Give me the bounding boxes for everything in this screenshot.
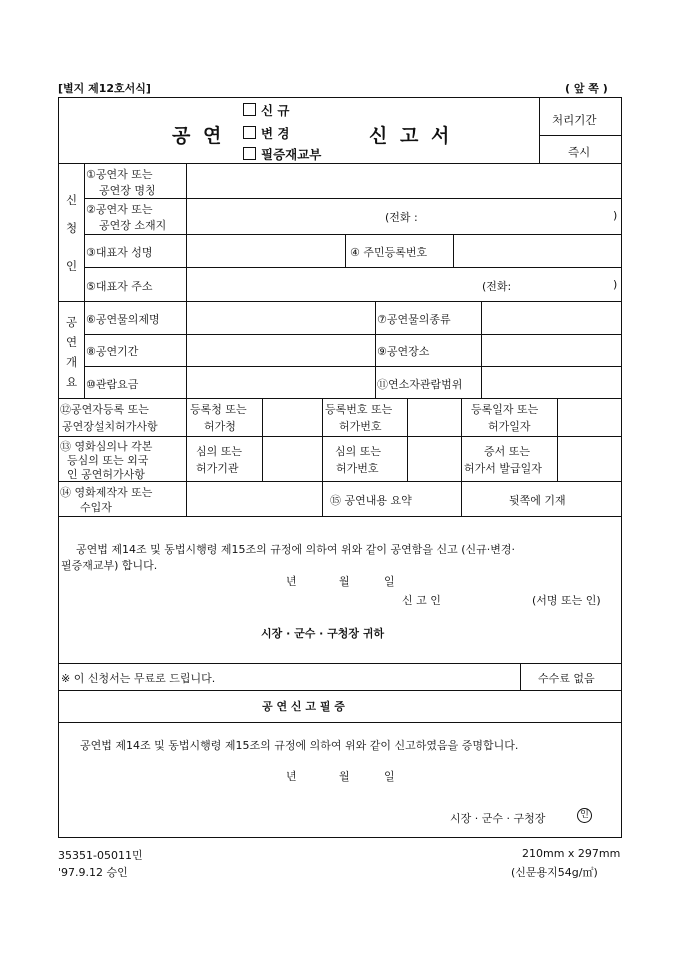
resident-number-field[interactable]: [455, 236, 620, 266]
footer-size: 210mm x 297mm: [522, 847, 621, 860]
frame-left: [58, 97, 59, 838]
declaration-month: 월: [339, 575, 350, 588]
content-summary-note: 뒷쪽에 기재: [509, 494, 566, 507]
label-performer-name-2: 공연장 명칭: [99, 184, 156, 197]
page-side-label: ( 앞 쪽 ): [565, 82, 608, 95]
label-admission-fee: ⑩관람요금: [86, 378, 139, 391]
label-representative-name: ③대표자 성명: [86, 246, 153, 259]
option-new: 신 규: [243, 101, 290, 119]
form-number: [별지 제12호서식]: [58, 82, 151, 95]
footer-code: 35351-05011민: [58, 849, 143, 862]
representative-address-field[interactable]: [188, 269, 620, 300]
performance-type-field[interactable]: [483, 303, 620, 333]
label-reg-number-2: 허가번호: [339, 420, 382, 433]
label-content-summary: ⑮ 공연내용 요약: [330, 494, 412, 507]
label-reg-date: 등록일자 또는: [471, 403, 539, 416]
issue-date-field[interactable]: [559, 438, 620, 480]
label-review-number-2: 허가번호: [336, 462, 379, 475]
seal-stamp: 인: [577, 808, 592, 823]
label-film-review-3: 인 공연허가사항: [67, 468, 145, 481]
declarant-label: 신 고 인: [402, 594, 441, 607]
label-film-review-2: 등심의 또는 외국: [67, 454, 149, 467]
certificate-title: 공 연 신 고 필 증: [262, 700, 345, 713]
reg-number-field[interactable]: [409, 400, 460, 435]
performance-title-field[interactable]: [188, 303, 373, 333]
option-reissue: 필증재교부: [243, 145, 321, 163]
issuer-label: 시장 · 군수 · 구청장: [450, 812, 546, 825]
applicant-group-1: 신: [66, 193, 78, 207]
label-performance-period: ⑧공연기간: [86, 345, 139, 358]
label-performance-type: ⑦공연물의종류: [377, 313, 451, 326]
producer-field[interactable]: [188, 483, 321, 515]
declaration-text-1: 공연법 제14조 및 동법시행령 제15조의 규정에 의하여 위와 같이 공연함을 신고 (신규·변경·: [76, 543, 516, 556]
processing-period-value: 즉시: [568, 145, 591, 159]
reissue-checkbox[interactable]: [243, 147, 256, 160]
label-reg-number: 등록번호 또는: [325, 403, 393, 416]
frame-right: [621, 97, 622, 838]
change-checkbox[interactable]: [243, 126, 256, 139]
performance-venue-field[interactable]: [483, 336, 620, 365]
footer-paper: (신문용지54g/㎡): [511, 866, 598, 879]
declaration-year: 년: [286, 575, 297, 588]
admission-fee-field[interactable]: [188, 368, 373, 397]
processing-divider: [539, 97, 540, 163]
representative-name-field[interactable]: [188, 236, 343, 266]
phone-close-1: ): [613, 209, 618, 222]
phone-label-2: (전화:: [482, 280, 512, 293]
label-issue-date: 증서 또는: [484, 445, 531, 458]
applicant-group-2: 청: [66, 221, 78, 235]
perf-group-2: 연: [66, 335, 78, 349]
phone-label-1: (전화 :: [385, 211, 418, 224]
signature-label[interactable]: (서명 또는 인): [532, 594, 601, 607]
reg-office-field[interactable]: [264, 400, 321, 435]
processing-split: [539, 135, 622, 136]
applicant-group-3: 인: [66, 259, 78, 273]
reg-date-field[interactable]: [559, 400, 620, 435]
option-change: 변 경: [243, 124, 290, 142]
frame-bottom: [58, 837, 622, 838]
processing-period-label: 처리기간: [552, 113, 597, 127]
label-review-number: 심의 또는: [335, 445, 382, 458]
label-resident-number: ④ 주민등록번호: [350, 246, 428, 259]
label-producer: ⑭ 영화제작자 또는: [60, 486, 153, 499]
label-review-agency: 심의 또는: [196, 445, 243, 458]
performance-period-field[interactable]: [188, 336, 373, 365]
label-performance-title: ⑥공연물의제명: [86, 313, 160, 326]
fee-label: 수수료 없음: [538, 672, 595, 685]
declaration-text-2: 필증재교부) 합니다.: [61, 559, 158, 572]
label-registration: ⑫공연자등록 또는: [60, 403, 149, 416]
title-left: 공 연: [172, 125, 225, 147]
label-performer-name: ①공연자 또는: [86, 168, 153, 181]
perf-group-1: 공: [66, 315, 78, 329]
label-performance-venue: ⑨공연장소: [377, 345, 430, 358]
label-reg-office-2: 허가청: [204, 420, 236, 433]
label-representative-address: ⑤대표자 주소: [86, 280, 153, 293]
label-performer-location: ②공연자 또는: [86, 203, 153, 216]
new-checkbox[interactable]: [243, 103, 256, 116]
perf-group-4: 요: [66, 375, 78, 389]
label-issue-date-2: 허가서 발급일자: [464, 462, 542, 475]
review-number-field[interactable]: [409, 438, 460, 480]
review-agency-field[interactable]: [264, 438, 321, 480]
declaration-day: 일: [384, 575, 395, 588]
certificate-year: 년: [286, 770, 297, 783]
title-right: 신 고 서: [369, 125, 453, 147]
label-review-agency-2: 허가기관: [196, 462, 239, 475]
performer-name-field[interactable]: [188, 165, 620, 197]
frame-top: [58, 97, 622, 98]
label-minor-admission: ⑪연소자관람범위: [377, 378, 463, 391]
certificate-month: 월: [339, 770, 350, 783]
certificate-day: 일: [384, 770, 395, 783]
fee-note: ※ 이 신청서는 무료로 드립니다.: [61, 672, 216, 685]
label-reg-date-2: 허가일자: [488, 420, 531, 433]
phone-close-2: ): [613, 278, 618, 291]
footer-approval: '97.9.12 승인: [58, 866, 128, 879]
label-registration-2: 공연장설치허가사항: [62, 420, 158, 433]
label-film-review: ⑬ 영화심의나 각본: [60, 440, 153, 453]
addressee: 시장 · 군수 · 구청장 귀하: [261, 627, 385, 640]
label-reg-office: 등록청 또는: [190, 403, 247, 416]
label-producer-2: 수입자: [80, 501, 112, 514]
perf-group-3: 개: [66, 355, 78, 369]
minor-admission-field[interactable]: [483, 368, 620, 397]
certificate-text: 공연법 제14조 및 동법시행령 제15조의 규정에 의하여 위와 같이 신고하였음을 증명합니다.: [80, 739, 519, 752]
label-performer-location-2: 공연장 소재지: [99, 219, 167, 232]
